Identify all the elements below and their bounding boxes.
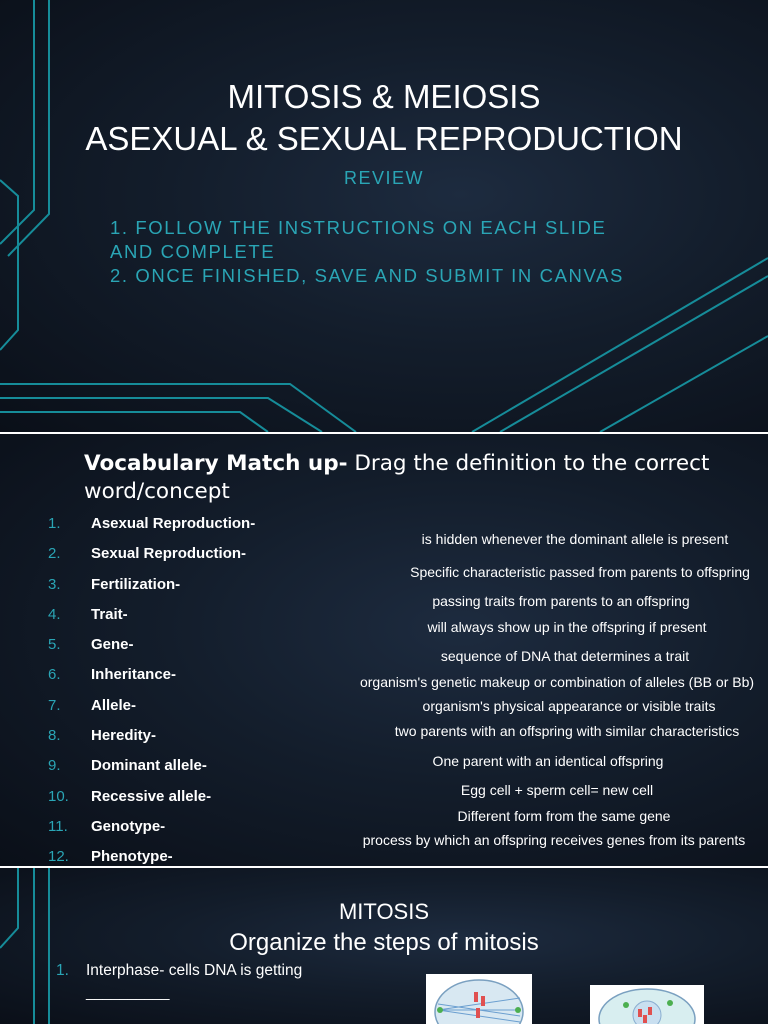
vocabulary-slide[interactable] — [0, 434, 768, 866]
mitosis-subheading: Organize the steps of mitosis — [229, 929, 539, 956]
mitosis-heading: MITOSIS — [338, 899, 430, 924]
title-line-1: MITOSIS & MEIOSIS — [227, 78, 541, 115]
term-number: 4. — [48, 605, 61, 623]
term-number: 8. — [48, 727, 61, 745]
vocab-term — [48, 694, 255, 724]
instruction-1a: 1. FOLLOW THE INSTRUCTIONS ON EACH SLIDE — [110, 217, 607, 238]
term-label: Trait- — [91, 605, 128, 623]
vocab-term — [48, 603, 255, 633]
mitosis-step — [56, 960, 302, 982]
vocab-term — [48, 724, 255, 754]
term-number: 10. — [48, 787, 69, 805]
draggable-definition[interactable]: organism's genetic makeup or combination of alleles (BB or Bb) — [359, 674, 755, 690]
term-number: 11. — [48, 817, 68, 835]
title — [0, 76, 768, 160]
draggable-definition[interactable]: two parents with an offspring with similar characteristics — [394, 723, 740, 739]
term-number: 9. — [48, 757, 61, 775]
vocab-term — [48, 633, 255, 663]
term-number: 5. — [48, 636, 61, 654]
vocabulary-heading — [84, 450, 744, 506]
draggable-definition[interactable]: One parent with an identical offspring — [432, 753, 664, 769]
cell-illustration-icon — [590, 985, 704, 1024]
answer-blank[interactable]: __________ — [86, 984, 170, 1001]
mitosis-cell-image[interactable] — [590, 985, 704, 1024]
draggable-definition[interactable]: process by which an offspring receives genes from its parents — [362, 832, 746, 848]
vocab-term — [48, 573, 255, 603]
term-label: Gene- — [91, 636, 134, 654]
draggable-definition[interactable]: Different form from the same gene — [457, 808, 671, 824]
vocab-term — [48, 785, 255, 815]
term-label: Asexual Reproduction- — [91, 515, 256, 532]
term-number: 6. — [48, 666, 61, 684]
term-label: Fertilization- — [91, 575, 181, 593]
subtitle: REVIEW — [343, 168, 424, 188]
vocab-term — [48, 754, 255, 784]
instruction-1b: AND COMPLETE — [110, 241, 276, 262]
term-number: 7. — [48, 696, 61, 714]
title-slide[interactable] — [0, 0, 768, 432]
title-line-2: ASEXUAL & SEXUAL REPRODUCTION — [85, 120, 683, 157]
step-number: 1. — [56, 962, 69, 979]
term-label: Recessive allele- — [91, 787, 212, 805]
vocab-term — [48, 512, 255, 542]
draggable-definition[interactable]: is hidden whenever the dominant allele is present — [421, 531, 729, 547]
cell-illustration-icon — [426, 974, 532, 1024]
step-text: Interphase- cells DNA is getting — [86, 962, 303, 979]
draggable-definition[interactable]: will always show up in the offspring if present — [427, 619, 707, 635]
vocab-term — [48, 663, 255, 693]
heading-rest: Drag the definition to the correct word/concept — [84, 451, 710, 504]
vocab-term — [48, 542, 255, 572]
instructions — [110, 216, 710, 288]
mitosis-title — [0, 896, 768, 958]
term-label: Allele- — [91, 696, 137, 714]
term-label: Sexual Reproduction- — [91, 545, 247, 563]
term-label: Genotype- — [91, 817, 166, 835]
draggable-definition[interactable]: Specific characteristic passed from parents to offspring — [410, 564, 750, 580]
draggable-definition[interactable]: Egg cell + sperm cell= new cell — [460, 782, 654, 798]
term-label: Phenotype- — [91, 848, 173, 866]
term-number: 1. — [48, 515, 61, 532]
vocab-term — [48, 845, 255, 866]
draggable-definition[interactable]: passing traits from parents to an offspring — [432, 593, 690, 609]
mitosis-slide[interactable] — [0, 868, 768, 1024]
heading-bold: Vocabulary Match up- — [84, 451, 348, 476]
instruction-2: 2. ONCE FINISHED, SAVE AND SUBMIT IN CANVAS — [110, 265, 624, 286]
vocab-term — [48, 815, 255, 845]
term-number: 2. — [48, 545, 61, 563]
term-label: Dominant allele- — [91, 757, 207, 775]
term-number: 3. — [48, 575, 61, 593]
mitosis-cell-image[interactable] — [426, 974, 532, 1024]
term-label: Inheritance- — [91, 666, 177, 684]
draggable-definition[interactable]: sequence of DNA that determines a trait — [440, 648, 690, 664]
term-number: 12. — [48, 848, 69, 866]
draggable-definition[interactable]: organism's physical appearance or visible traits — [422, 698, 716, 714]
term-label: Heredity- — [91, 727, 157, 745]
vocab-term-list — [48, 512, 255, 866]
